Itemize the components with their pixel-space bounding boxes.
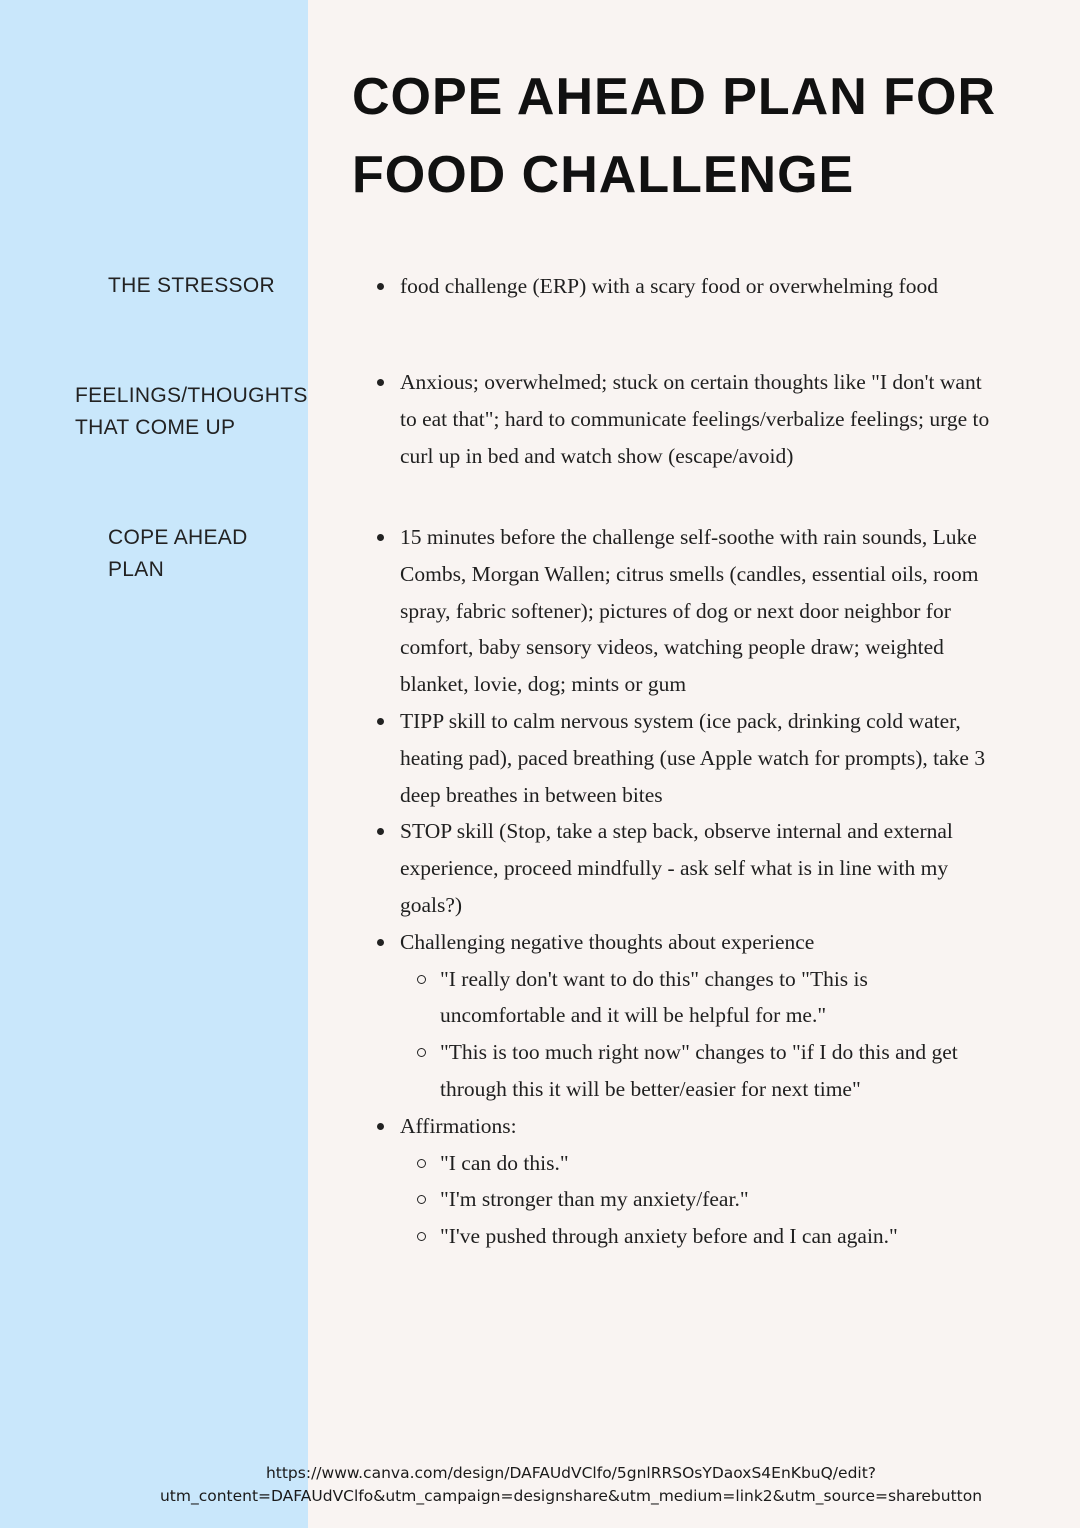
sub-list-item: "I'm stronger than my anxiety/fear." — [404, 1181, 992, 1218]
feelings-label: FEELINGS/THOUGHTS THAT COME UP — [75, 384, 308, 439]
page-title — [352, 58, 1052, 214]
list-item: STOP skill (Stop, take a step back, observe internal and external experience, proceed mindfully - ask self what is in line with my goals?) — [372, 813, 992, 923]
title-line-1: COPE AHEAD PLAN FOR — [352, 68, 996, 126]
circle-bullet-icon — [417, 1195, 426, 1204]
bullet-icon — [377, 939, 384, 946]
list-item: food challenge (ERP) with a scary food or overwhelming food — [372, 268, 992, 305]
sub-list-item: "This is too much right now" changes to "if I do this and get through this it will be better/easier for next time" — [404, 1034, 992, 1108]
title-line-2: FOOD CHALLENGE — [352, 146, 855, 204]
bullet-icon — [377, 379, 384, 386]
bullet-icon — [377, 534, 384, 541]
circle-bullet-icon — [417, 1232, 426, 1241]
circle-bullet-icon — [417, 1159, 426, 1168]
bullet-icon — [377, 1123, 384, 1130]
list-item: TIPP skill to calm nervous system (ice pack, drinking cold water, heating pad), paced breathing (use Apple watch for prompts), take 3 deep breathes in between bites — [372, 703, 992, 813]
sub-list-item: "I can do this." — [404, 1145, 992, 1182]
sub-list-item: "I've pushed through anxiety before and I can again." — [404, 1218, 992, 1255]
list-item: 15 minutes before the challenge self-soothe with rain sounds, Luke Combs, Morgan Wallen; citrus smells (candles, essential oils, room spray, fabric softener); pictures of dog or next door neighbor for comfort, baby sensory videos, watching people draw; weighted blanket, lovie, dog; mints or gum — [372, 519, 992, 703]
sub-list-item: "I really don't want to do this" changes to "This is uncomfortable and it will be helpful for me." — [404, 961, 992, 1035]
plan-content — [372, 519, 992, 1255]
circle-bullet-icon — [417, 1048, 426, 1057]
list-item: Anxious; overwhelmed; stuck on certain thoughts like "I don't want to eat that"; hard to communicate feelings/verbalize feelings; urge to curl up in bed and watch show (escape/avoid) — [372, 364, 992, 474]
bullet-icon — [377, 718, 384, 725]
share-link-line-1[interactable]: https://www.canva.com/design/DAFAUdVClfo/5gnlRRSOsYDaoxS4EnKbuQ/edit? — [265, 1464, 877, 1482]
share-link-footer[interactable] — [0, 1462, 1080, 1508]
sidebar-panel — [0, 0, 308, 1528]
list-item: Affirmations: "I can do this." "I'm stronger than my anxiety/fear." "I've pushed through anxiety before and I can again." — [372, 1108, 992, 1255]
list-item: Challenging negative thoughts about experience "I really don't want to do this" changes to "This is uncomfortable and it will be helpful for me." "This is too much right now" changes to "if I do this and get through this it will be better/easier for next time" — [372, 924, 992, 1108]
circle-bullet-icon — [417, 975, 426, 984]
plan-label: COPE AHEAD PLAN — [108, 526, 248, 581]
bullet-icon — [377, 283, 384, 290]
bullet-icon — [377, 828, 384, 835]
stressor-content — [372, 268, 992, 305]
feelings-content — [372, 364, 992, 474]
stressor-label: THE STRESSOR — [108, 274, 275, 297]
share-link-line-2[interactable]: utm_content=DAFAUdVClfo&utm_campaign=designshare&utm_medium=link2&utm_source=sharebutton — [159, 1487, 983, 1505]
